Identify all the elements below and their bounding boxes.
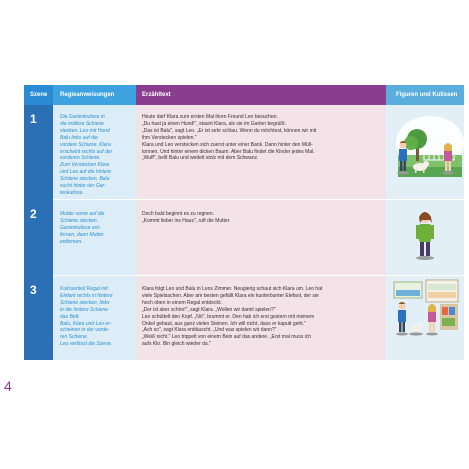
scene-number-2: 2 <box>30 207 37 221</box>
scene-number-3: 3 <box>30 283 37 297</box>
mother-illustration <box>386 200 464 275</box>
erzaehltext-1: Heute darf Klara zum ersten Mal ihren Freund Leo besuchen. „Du hast ja einen Hund!", staunt Klara, als sie im Garten begrüßt. „Das ist Balu", sagt Leo. „Er ist sehr schlau. Wenn du möchtest, können wir mit ihm Verstecken spielen." Klara und Leo verstecken sich zuerst unter einer Bank. Dann hinter den Müll- tonnen. Und hinter einem dicken Baum. Aber Balu findet die Kinder jedes Mal. „Wuff", bellt Balu und wedelt stolz mit dem Schwanz. <box>142 114 317 162</box>
scene-table <box>24 85 464 360</box>
header-szene: Szene <box>24 85 53 105</box>
szene-column <box>24 85 53 360</box>
regieanweisung-2: Mutter vorne auf die Schiene stecken. Gartenkulisse ent- fernen, dann Mutter entfernen. <box>60 211 105 245</box>
erzaehltext-3: Klara folgt Leo und Balu in Leos Zimmer. Neugierig schaut sich Klara um. Leo hat viele Spielsachen. Aber am besten gefällt Klara ein kunterbunter Elefant, der sie hoch oben in einem Regal entdeckt. „Der ist aber schön!", sagt Klara. „Wollen wir damit spielen?" Leo schüttelt den Kopf. „Nö", brummt er. Den hab ich erst gestern mit meinem Onkel gebaut, aus ganz vielen Steinen. Ich will nicht, dass er kaputt geht." „Ach so", sagt Klara enttäuscht. „Und was spielen wir dann?" „Weiß nicht." Leo trippelt von einem Bein auf das andere. „Erst mal muss ich aufs Klo. Bin gleich wieder da." <box>142 286 323 348</box>
scene-number-1: 1 <box>30 112 37 126</box>
header-figuren: Figuren und Kulissen <box>386 85 464 105</box>
room-scene-illustration <box>386 276 464 360</box>
erzaehltext-2: Doch bald beginnt es zu regnen. „Kommt lieber ins Haus", ruft die Mutter. <box>142 211 231 224</box>
garden-scene-illustration <box>386 107 464 199</box>
page-number: 4 <box>4 378 12 394</box>
regieanweisung-3: Kulissenteil Regal mit Elefant rechts in hintere Schiene stecken, links in die hintere Schiene das Bett. Balu, Klara und Leo er- scheinen in der vorde- ren Schiene. Leo verlässt die Szene. <box>60 286 113 348</box>
header-erzaehltext: Erzähltext <box>136 85 386 105</box>
regieanweisung-1: Die Gartenkulisse in die mittlere Schiene stecken. Leo mit Hund Balu links auf die vordere Schiene. Klara erscheint rechts auf der vorderen Schiene. Zum Verstecken Klara und Leo auf die hintere Schiene stecken. Balu sucht hinter der Gar- tenkulisse. <box>60 114 113 196</box>
header-anweisungen: Regieanweisungen <box>53 85 136 105</box>
